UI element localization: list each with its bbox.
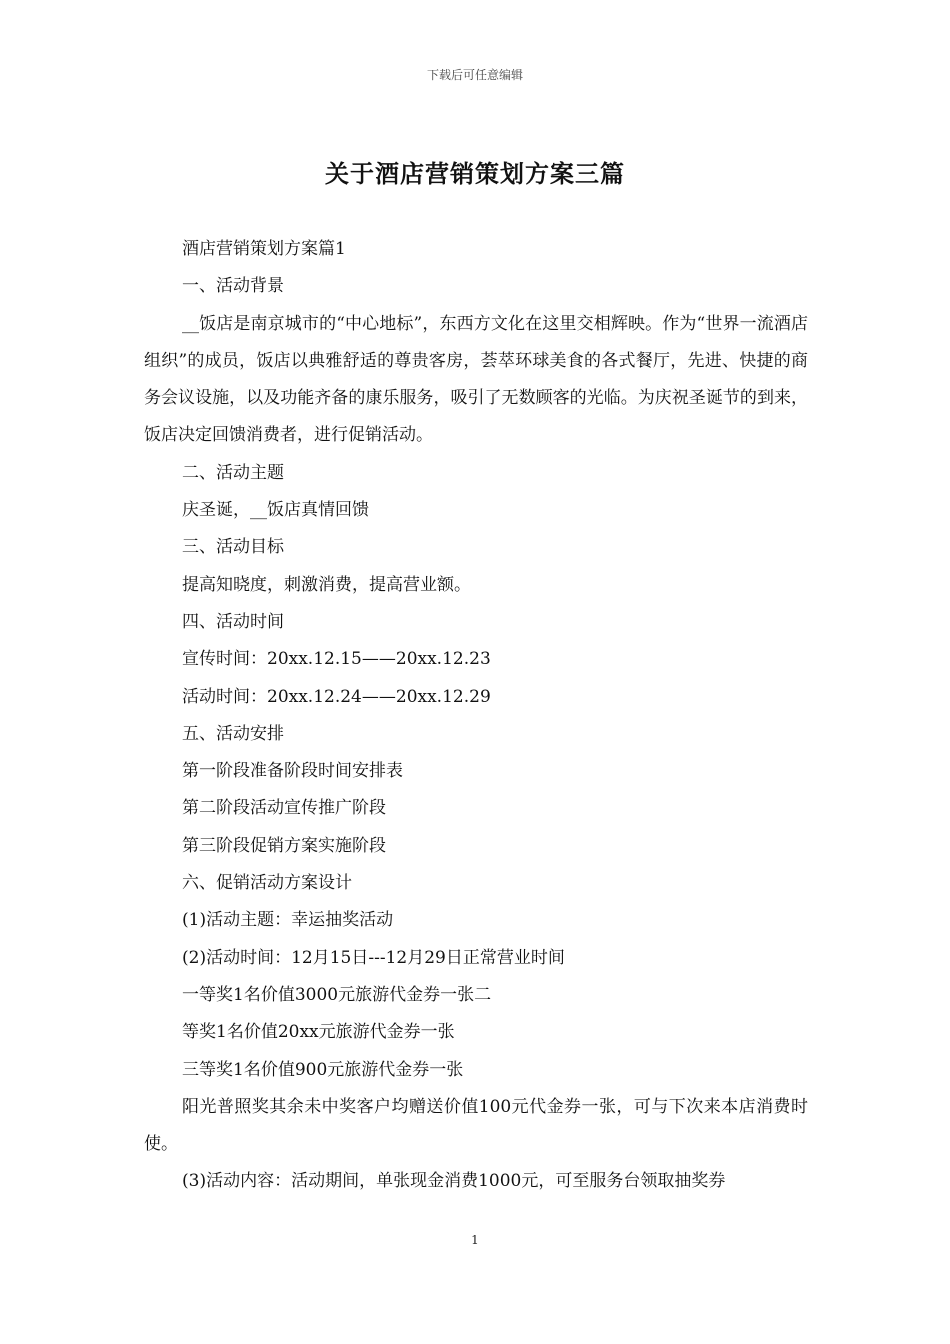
paragraph: (2)活动时间：12月15日---12月29日正常营业时间 bbox=[182, 947, 565, 968]
section-heading: 三、活动目标 bbox=[182, 537, 284, 558]
section-heading: 六、促销活动方案设计 bbox=[182, 873, 352, 894]
paragraph: 第三阶段促销方案实施阶段 bbox=[182, 835, 386, 856]
paragraph: 第一阶段准备阶段时间安排表 bbox=[182, 761, 403, 782]
paragraph: 提高知晓度，刺激消费，提高营业额。 bbox=[182, 574, 471, 595]
paragraph: 阳光普照奖其余未中奖客户均赠送价值100元代金券一张，可与下次来本店消费时使。 bbox=[144, 1096, 808, 1155]
paragraph: 宣传时间：20xx.12.15——20xx.12.23 bbox=[182, 649, 491, 670]
paragraph: 第二阶段活动宣传推广阶段 bbox=[182, 798, 386, 819]
page-number: 1 bbox=[471, 1233, 479, 1247]
paragraph: 等奖1名价值20xx元旅游代金券一张 bbox=[182, 1022, 455, 1043]
section-heading: 五、活动安排 bbox=[182, 723, 284, 744]
header-note: 下载后可任意编辑 bbox=[426, 68, 523, 82]
paragraph: 一等奖1名价值3000元旅游代金券一张二 bbox=[182, 984, 492, 1005]
paragraph: __饭店是南京城市的“中心地标”，东西方文化在这里交相辉映。作为“世界一流酒店组织”的成员，饭店以典雅舒适的尊贵客房，荟萃环球美食的各式餐厅，先进、快捷的商务会议设施，以及功能齐备的康乐服务，吸引了无数顾客的光临。为庆祝圣诞节的到来，饭店决定回馈消费者，进行促销活动。 bbox=[144, 313, 808, 446]
paragraph: 庆圣诞，__饭店真情回馈 bbox=[182, 500, 369, 521]
document-body bbox=[144, 231, 808, 1201]
page-title: 关于酒店营销策划方案三篇 bbox=[325, 159, 625, 188]
paragraph: 酒店营销策划方案篇1 bbox=[182, 239, 346, 259]
paragraph: (1)活动主题：幸运抽奖活动 bbox=[182, 910, 394, 931]
paragraph: 活动时间：20xx.12.24——20xx.12.29 bbox=[182, 686, 491, 707]
paragraph: (3)活动内容：活动期间，单张现金消费1000元，可至服务台领取抽奖券 bbox=[182, 1171, 726, 1192]
section-heading: 一、活动背景 bbox=[182, 276, 284, 297]
section-heading: 二、活动主题 bbox=[182, 462, 284, 483]
section-heading: 四、活动时间 bbox=[182, 611, 284, 632]
paragraph: 三等奖1名价值900元旅游代金券一张 bbox=[182, 1059, 464, 1080]
